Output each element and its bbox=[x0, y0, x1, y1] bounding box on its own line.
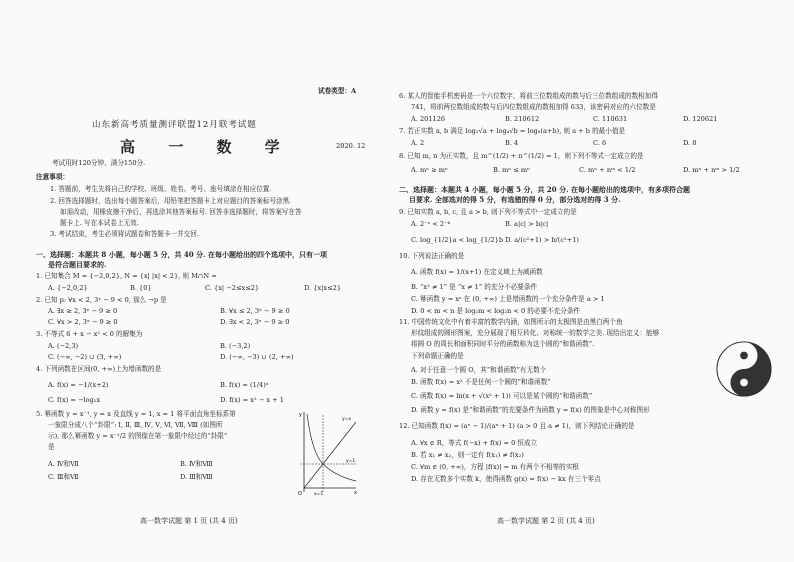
question-5-line1: 5. 幂函数 y = x⁻¹, y = x 及直线 y = 1, x = 1 将平面直角坐标系第 bbox=[36, 410, 236, 418]
section-2-heading: 二、选择题：本题共 4 小题，每小题 5 分，共 20 分. 在每小题给出的选项中，有多项符合题 bbox=[399, 185, 690, 194]
q1-option-d: D. {x|x≤2} bbox=[304, 284, 342, 292]
note-3: 3. 考试结束，考生必须将试题卷和答题卡一并交回. bbox=[50, 230, 199, 238]
q7-option-a: A. 2 bbox=[411, 139, 425, 147]
question-5-line4: 是 bbox=[48, 443, 55, 451]
section-1-heading: 一、选择题：本题共 8 小题，每小题 5 分，共 40 分. 在每小题给出的四个选项中，只有一项 bbox=[36, 250, 327, 259]
exam-date: 2020. 12 bbox=[336, 142, 366, 150]
question-11-line4: 下列命题正确的是 bbox=[411, 352, 464, 360]
q10-option-d: D. 0 < m < n 是 log₂m < log₂n < 0 的必要不充分条件 bbox=[411, 307, 581, 315]
q3-option-c: C. (−∞, −2) ∪ (3, +∞) bbox=[48, 353, 122, 361]
q8-option-b: B. mⁿ ≤ mⁿ bbox=[493, 166, 530, 174]
q9-option-a: A. 2⁻ᵃ < 2⁻ᵇ bbox=[411, 220, 451, 228]
taiji-figure bbox=[715, 340, 773, 398]
q9-option-c: C. log_{1/2}a < log_{1/2}b bbox=[411, 236, 504, 244]
question-11-line1: 11. 中国传统文化中有着丰富的数学内涵，如图所示的太极图是由黑白两个鱼 bbox=[399, 318, 623, 326]
note-2-cont: 如需改动，用橡皮擦干净后，再选涂其他答案标号. 回答非选择题时，将答案写在答 bbox=[60, 208, 302, 216]
q8-option-c: C. mⁿ + nᵐ < 1/2 bbox=[579, 166, 636, 174]
question-6-line1: 6. 某人的智能手机密码是一个六位数字，将前三位数组成的数与后三位数组成的数相加得 bbox=[399, 92, 658, 100]
q11-option-b: B. 函数 f(x) = x² 不是任何一个圆的“和谐函数” bbox=[411, 378, 551, 386]
q2-option-a: A. ∃x ≥ 2, 3ˣ − 9 ≥ 0 bbox=[48, 307, 118, 315]
note-2: 2. 回答选择题时，选出每小题答案后，用铅笔把答题卡上对应题目的答案标号涂黑. bbox=[50, 197, 292, 205]
notes-heading: 注意事项： bbox=[36, 173, 69, 181]
footer-page-1: 高一数学试题 第 1 页 (共 4 页) bbox=[140, 517, 238, 525]
q10-option-a: A. 函数 f(x) = 1/(x+1) 在定义域上为减函数 bbox=[411, 268, 543, 276]
q5-option-d: D. Ⅲ和Ⅷ bbox=[180, 473, 213, 481]
note-1: 1. 答题前，考生先将自己的学校、班级、姓名、考号、座号填涂在相应位置. bbox=[50, 185, 272, 193]
q9-option-b: B. a|c| > b|c| bbox=[505, 220, 549, 228]
exam-title: 山东新高考质量测评联盟12月联考试题 bbox=[92, 120, 257, 130]
question-9: 9. 已知实数 a, b, c, 且 a > b, 则下列不等式中一定成立的是 bbox=[399, 208, 577, 216]
q12-option-c: C. ∀m ∈ (0, +∞)，方程 |f(x)| = m 有两个不相等的实根 bbox=[411, 463, 579, 471]
section-2-heading-cont: 目要求. 全部选对的得 5 分，有选错的得 0 分，部分选对的得 3 分. bbox=[409, 195, 621, 204]
q1-option-a: A. {−2,0,2} bbox=[48, 284, 88, 292]
question-2: 2. 已知 p: ∀x < 2, 3ˣ − 9 < 0, 那么 ¬p 是 bbox=[36, 296, 167, 304]
question-8: 8. 已知 m, n 为正实数，且 m^(1/2) + n^(1/2) = 1，则下列不等式一定成立的是 bbox=[399, 152, 644, 160]
question-11-line2: 形纹组成的圆形图案，充分展现了相互转化、对称统一的数学之美. 现给出定义：能够 bbox=[411, 329, 660, 337]
subject-title: 高 一 数 学 bbox=[120, 138, 294, 156]
footer-page-2: 高一数学试题 第 2 页 (共 4 页) bbox=[497, 517, 595, 525]
q9-option-d: D. a/(c²+1) > b/(c²+1) bbox=[505, 236, 579, 244]
q5-option-a: A. Ⅳ和Ⅶ bbox=[48, 460, 79, 468]
fig-label-y-eq-1: y=1 bbox=[346, 459, 356, 464]
q3-option-d: D. (−∞, −3) ∪ (2, +∞) bbox=[220, 353, 294, 361]
q10-option-c: C. 幂函数 y = xᵃ 在 (0, +∞) 上是增函数的一个充分条件是 a > 1 bbox=[411, 295, 605, 303]
q8-option-a: A. mⁿ ≥ mⁿ bbox=[411, 166, 448, 174]
q4-option-c: C. f(x) = −log₂x bbox=[48, 396, 101, 404]
question-5-line2: 一象限分成八个“卦限”: Ⅰ, Ⅱ, Ⅲ, Ⅳ, Ⅴ, Ⅵ, Ⅶ, Ⅷ (如图所 bbox=[48, 421, 223, 429]
q7-option-b: B. 4 bbox=[505, 139, 519, 147]
q5-option-c: C. Ⅲ和Ⅶ bbox=[48, 473, 79, 481]
note-2-end: 题卡上. 写在本试卷上无效. bbox=[60, 219, 139, 227]
q11-option-d: D. 函数 y = f(x) 是“和谐函数”的充要条件为函数 y = f(x) 的图象是中心对称图形 bbox=[411, 406, 650, 414]
q4-option-a: A. f(x) = −1/(x+2) bbox=[48, 381, 109, 389]
q4-option-b: B. f(x) = (1/4)ˣ bbox=[220, 381, 269, 389]
q8-option-d: D. mⁿ + nᵐ > 1/2 bbox=[683, 166, 740, 174]
fig-label-x: x bbox=[354, 490, 357, 496]
question-1: 1. 已知集合 M = {−2,0,2}, N = {x| |x| < 2}, 则 M∩N = bbox=[36, 272, 217, 280]
octant-figure bbox=[290, 408, 360, 496]
question-10: 10. 下列说法正确的是 bbox=[399, 252, 465, 260]
q12-option-b: B. 若 x₁ ≠ x₂，则一定有 f(x₁) ≠ f(x₂) bbox=[411, 451, 524, 459]
q10-option-b: B. “x² ≠ 1” 是 “x ≠ 1” 的充分不必要条件 bbox=[411, 283, 538, 291]
fig-label-y-eq-x: y=x bbox=[342, 417, 352, 422]
section-1-heading-cont: 是符合题目要求的. bbox=[48, 260, 107, 269]
q5-option-b: B. Ⅳ和Ⅷ bbox=[180, 460, 213, 468]
q1-option-c: C. {x| −2≤x≤2} bbox=[205, 284, 260, 292]
page-right bbox=[397, 0, 794, 562]
question-7: 7. 若正实数 a, b 满足 log₂√a + log₄√b = log₈(a+b), 则 a + b 的最小值是 bbox=[399, 127, 626, 135]
q2-option-c: C. ∀x > 2, 3ˣ − 9 ≥ 0 bbox=[48, 318, 118, 326]
q7-option-d: D. 8 bbox=[683, 139, 697, 147]
question-5-line3: 示), 那么幂函数 y = x⁻¹/2 的图像在第一象限中经过的“卦限” bbox=[48, 432, 228, 440]
curve-y-eq-x-inv bbox=[307, 414, 356, 481]
q2-option-d: D. ∃x < 2, 3ˣ − 9 ≥ 0 bbox=[220, 318, 290, 326]
q3-option-a: A. (−2,3) bbox=[48, 342, 79, 350]
question-3: 3. 不等式 6 + x − x² < 0 的解集为 bbox=[36, 330, 143, 338]
q1-option-b: B. {0} bbox=[130, 284, 152, 292]
taiji-dark-dot bbox=[740, 352, 748, 360]
q6-option-d: D. 120621 bbox=[683, 115, 718, 123]
q6-option-b: B. 210612 bbox=[505, 115, 540, 123]
q2-option-b: B. ∀x ≤ 2, 3ˣ − 9 ≥ 0 bbox=[220, 307, 290, 315]
question-4: 4. 下列函数在区间(0, +∞)上为增函数的是 bbox=[36, 365, 162, 373]
q7-option-c: C. 6 bbox=[593, 139, 607, 147]
q11-option-a: A. 对于任意一个圆 O，其“和谐函数”有无数个 bbox=[411, 366, 547, 374]
question-11-line3: 将圆 O 的周长和面积同时平分的函数称为这个圆的“和谐函数”. bbox=[411, 340, 595, 348]
time-note: 考试用时120分钟，满分150分. bbox=[52, 159, 146, 167]
paper-type: 试卷类型：A bbox=[318, 87, 357, 95]
fig-label-y: y bbox=[299, 412, 302, 418]
fig-label-x-eq-1: x=1 bbox=[314, 492, 324, 496]
q12-option-a: A. ∀x ∈ R，等式 f(−x) + f(x) = 0 恒成立 bbox=[411, 439, 538, 447]
q12-option-d: D. 存在无数多个实数 k，使得函数 g(x) = f(x) − kx 有三个零点 bbox=[411, 475, 601, 483]
q6-option-c: C. 110631 bbox=[593, 115, 628, 123]
line-y-eq-x bbox=[304, 422, 356, 488]
q4-option-d: D. f(x) = x² − x + 1 bbox=[220, 396, 284, 404]
q3-option-b: B. (−3,2) bbox=[220, 342, 251, 350]
question-6-line2: 741，将前两位数组成的数与后四位数组成的数相加得 633，该密码对应的六位数是 bbox=[411, 103, 656, 111]
q11-option-c: C. 函数 f(x) = ln(x + √(x² + 1)) 可以是某个圆的“和谐函数” bbox=[411, 392, 593, 400]
question-12: 12. 已知函数 f(x) = (aˣ − 1)/(aˣ + 1) (a > 0 且 a ≠ 1)，则下列结论正确的是 bbox=[399, 422, 635, 430]
q6-option-a: A. 201126 bbox=[411, 115, 446, 123]
taiji-light-dot bbox=[740, 379, 748, 387]
fig-label-origin: O bbox=[298, 491, 302, 496]
